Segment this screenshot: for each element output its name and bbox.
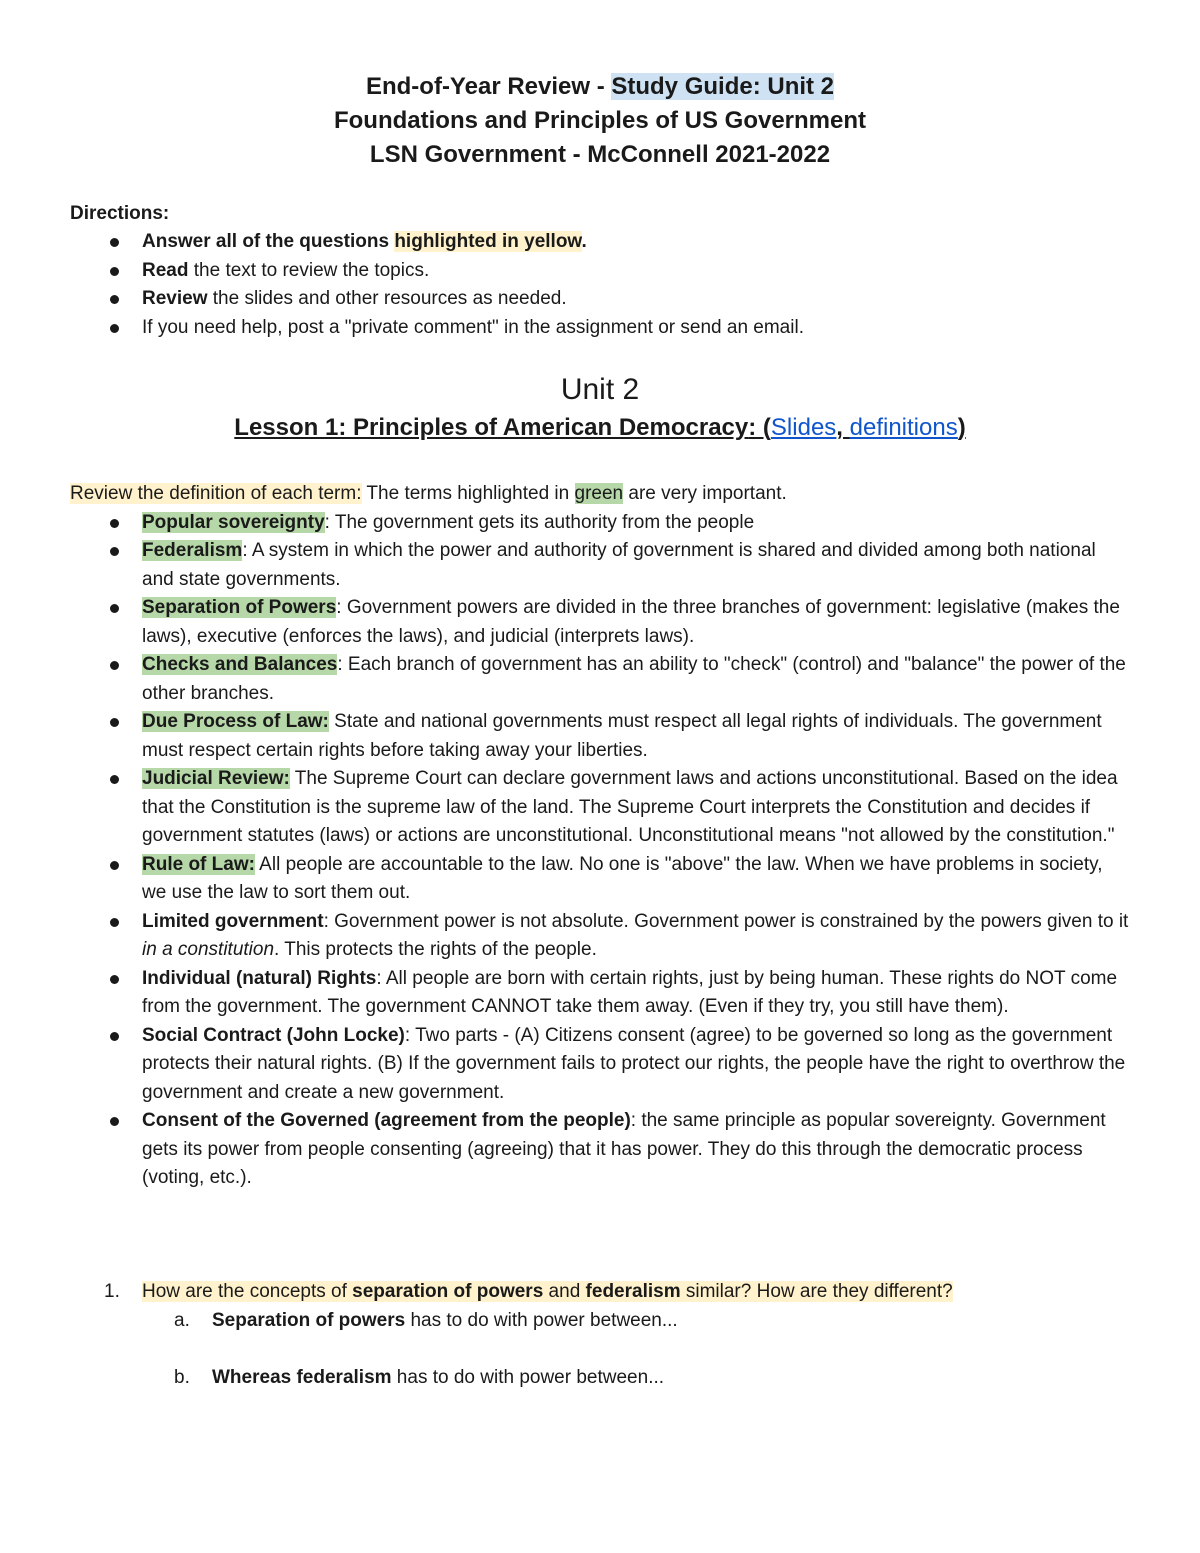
term-item xyxy=(70,537,1130,594)
direction-text: the text to review the topics. xyxy=(188,259,430,281)
question-1 xyxy=(70,1277,1130,1306)
direction-text: the slides and other resources as needed. xyxy=(207,288,567,309)
bullet-icon xyxy=(110,775,119,784)
term-name: Popular sovereignty xyxy=(142,511,325,533)
intro-text: are very important. xyxy=(623,483,787,504)
bullet-icon xyxy=(110,918,119,927)
list-item xyxy=(70,314,1130,343)
answer-space xyxy=(70,1335,1130,1363)
bullet-icon xyxy=(110,547,119,556)
term-item xyxy=(70,651,1130,708)
bullet-icon xyxy=(110,975,119,984)
slides-link[interactable]: Slides xyxy=(770,414,837,441)
term-item xyxy=(70,965,1130,1022)
document-title xyxy=(0,70,1200,104)
direction-bold: Answer all of the questions xyxy=(142,231,395,252)
question-text xyxy=(142,1281,953,1302)
bullet-icon xyxy=(110,718,119,727)
unit-heading: Unit 2 xyxy=(560,373,640,406)
term-name: Checks and Balances xyxy=(142,654,338,675)
question-number: 1. xyxy=(104,1281,120,1302)
intro-green: green xyxy=(574,483,624,504)
direction-text: If you need help, post a "private comment" in the assignment or send an email. xyxy=(142,316,804,338)
term-item xyxy=(70,1022,1130,1108)
question-bold: separation of powers xyxy=(352,1281,544,1302)
term-name: Due Process of Law: xyxy=(142,711,329,732)
document-subtitle: Foundations and Principles of US Government xyxy=(333,107,867,134)
term-definition: : the same principle as popular sovereignty. Government gets its power from people consenting (agreeing) that it has power. They do this through the democratic process (voting, etc.). xyxy=(142,1110,1106,1188)
review-section xyxy=(70,480,1130,1193)
intro-highlight: Review the definition of each term: xyxy=(70,483,362,504)
term-definition: : A system in which the power and authority of government is shared and divided among both national and state governments. xyxy=(142,540,1096,590)
directions-list xyxy=(70,228,1130,342)
lesson-punct: : ( xyxy=(748,414,771,441)
bullet-icon xyxy=(110,861,119,870)
course-line: LSN Government - McConnell 2021-2022 xyxy=(369,141,831,168)
intro-text: The terms highlighted in xyxy=(361,483,575,504)
question-section xyxy=(70,1277,1130,1392)
bullet-icon xyxy=(110,604,119,613)
bullet-icon xyxy=(110,1117,119,1126)
lesson-title: Lesson 1: Principles of American Democracy xyxy=(234,414,749,441)
term-name: Social Contract (John Locke) xyxy=(142,1024,405,1046)
sub-letter: a. xyxy=(174,1310,190,1331)
direction-bold: Read xyxy=(142,259,189,281)
bullet-icon xyxy=(110,519,119,528)
term-name: Consent of the Governed (agreement from the people) xyxy=(142,1110,631,1131)
term-item xyxy=(70,708,1130,765)
list-item xyxy=(70,228,1130,257)
directions-section xyxy=(70,200,1130,342)
question-sub-a xyxy=(70,1306,1130,1335)
title-prefix: End-of-Year Review - xyxy=(365,73,612,100)
direction-bold: Review xyxy=(142,288,208,309)
title-highlight: Study Guide: Unit 2 xyxy=(611,73,835,100)
term-name: Separation of Powers xyxy=(142,597,337,618)
bullet-icon xyxy=(110,295,119,304)
lesson-punct: , xyxy=(836,414,850,441)
term-definition: The Supreme Court can declare government laws and actions unconstitutional. Based on the idea that the Constitution is the supreme law of the land. The Supreme Court interprets the Constitution and decides if government statutes (laws) or actions are unconstitutional. Unconstitutional means "not allowed by the constitution." xyxy=(142,768,1118,846)
sub-bold: Whereas federalism xyxy=(212,1367,392,1388)
lesson-punct: ) xyxy=(957,414,966,441)
term-italic: in a constitution xyxy=(142,939,275,960)
sub-text: has to do with power between... xyxy=(405,1310,678,1331)
sub-bold: Separation of powers xyxy=(212,1310,406,1331)
term-definition: : Government powers are divided in the three branches of government: legislative (makes the laws), executive (enforces the laws), and judicial (interprets laws). xyxy=(142,597,1120,647)
term-definition: . This protects the rights of the people. xyxy=(274,939,597,960)
term-definition: : Government power is not absolute. Government power is constrained by the powers given to it xyxy=(323,910,1129,932)
term-item xyxy=(70,765,1130,851)
term-item xyxy=(70,1107,1130,1193)
list-item xyxy=(70,285,1130,314)
question-part: similar? How are they different? xyxy=(680,1281,953,1302)
sub-text: has to do with power between... xyxy=(391,1367,665,1388)
term-name: Judicial Review: xyxy=(142,768,290,789)
question-part: How are the concepts of xyxy=(142,1281,353,1302)
sub-letter: b. xyxy=(174,1367,190,1388)
term-name: Federalism xyxy=(142,540,243,561)
term-definition: : Two parts - (A) Citizens consent (agree) to be governed so long as the government protects their natural rights. (B) If the government fails to protect our rights, the people have the right to overthrow the government and create a new government. xyxy=(142,1024,1126,1103)
term-definition: All people are accountable to the law. No one is "above" the law. When we have problems in society, we use the law to sort them out. xyxy=(142,853,1103,903)
term-name: Individual (natural) Rights xyxy=(142,967,377,989)
term-item xyxy=(70,509,1130,538)
direction-text: . xyxy=(581,231,587,252)
term-definition: : All people are born with certain rights, just by being human. These rights do NOT come from the government. The government CANNOT take them away. (Even if they try, you still have them). xyxy=(142,967,1118,1017)
bullet-icon xyxy=(110,238,119,247)
document-header xyxy=(0,70,1200,172)
direction-highlight: highlighted in yellow xyxy=(394,231,582,252)
review-intro xyxy=(70,480,1130,509)
question-bold: federalism xyxy=(585,1281,681,1302)
term-item xyxy=(70,594,1130,651)
bullet-icon xyxy=(110,1032,119,1041)
term-definition: : Each branch of government has an ability to "check" (control) and "balance" the power of the other branches. xyxy=(142,654,1126,704)
lesson-heading xyxy=(0,410,1200,446)
term-item xyxy=(70,908,1130,965)
list-item xyxy=(70,257,1130,286)
bullet-icon xyxy=(110,267,119,276)
question-sub-b xyxy=(70,1363,1130,1392)
term-name: Rule of Law: xyxy=(142,853,255,875)
term-definition: State and national governments must respect all legal rights of individuals. The government must respect certain rights before taking away your liberties. xyxy=(142,711,1102,761)
directions-label: Directions: xyxy=(70,203,170,224)
terms-list xyxy=(70,509,1130,1193)
definitions-link[interactable]: definitions xyxy=(849,414,958,441)
question-part: and xyxy=(543,1281,586,1302)
bullet-icon xyxy=(110,661,119,670)
term-definition: : The government gets its authority from the people xyxy=(324,511,755,533)
bullet-icon xyxy=(110,324,119,333)
term-name: Limited government xyxy=(142,910,324,932)
term-item xyxy=(70,851,1130,908)
